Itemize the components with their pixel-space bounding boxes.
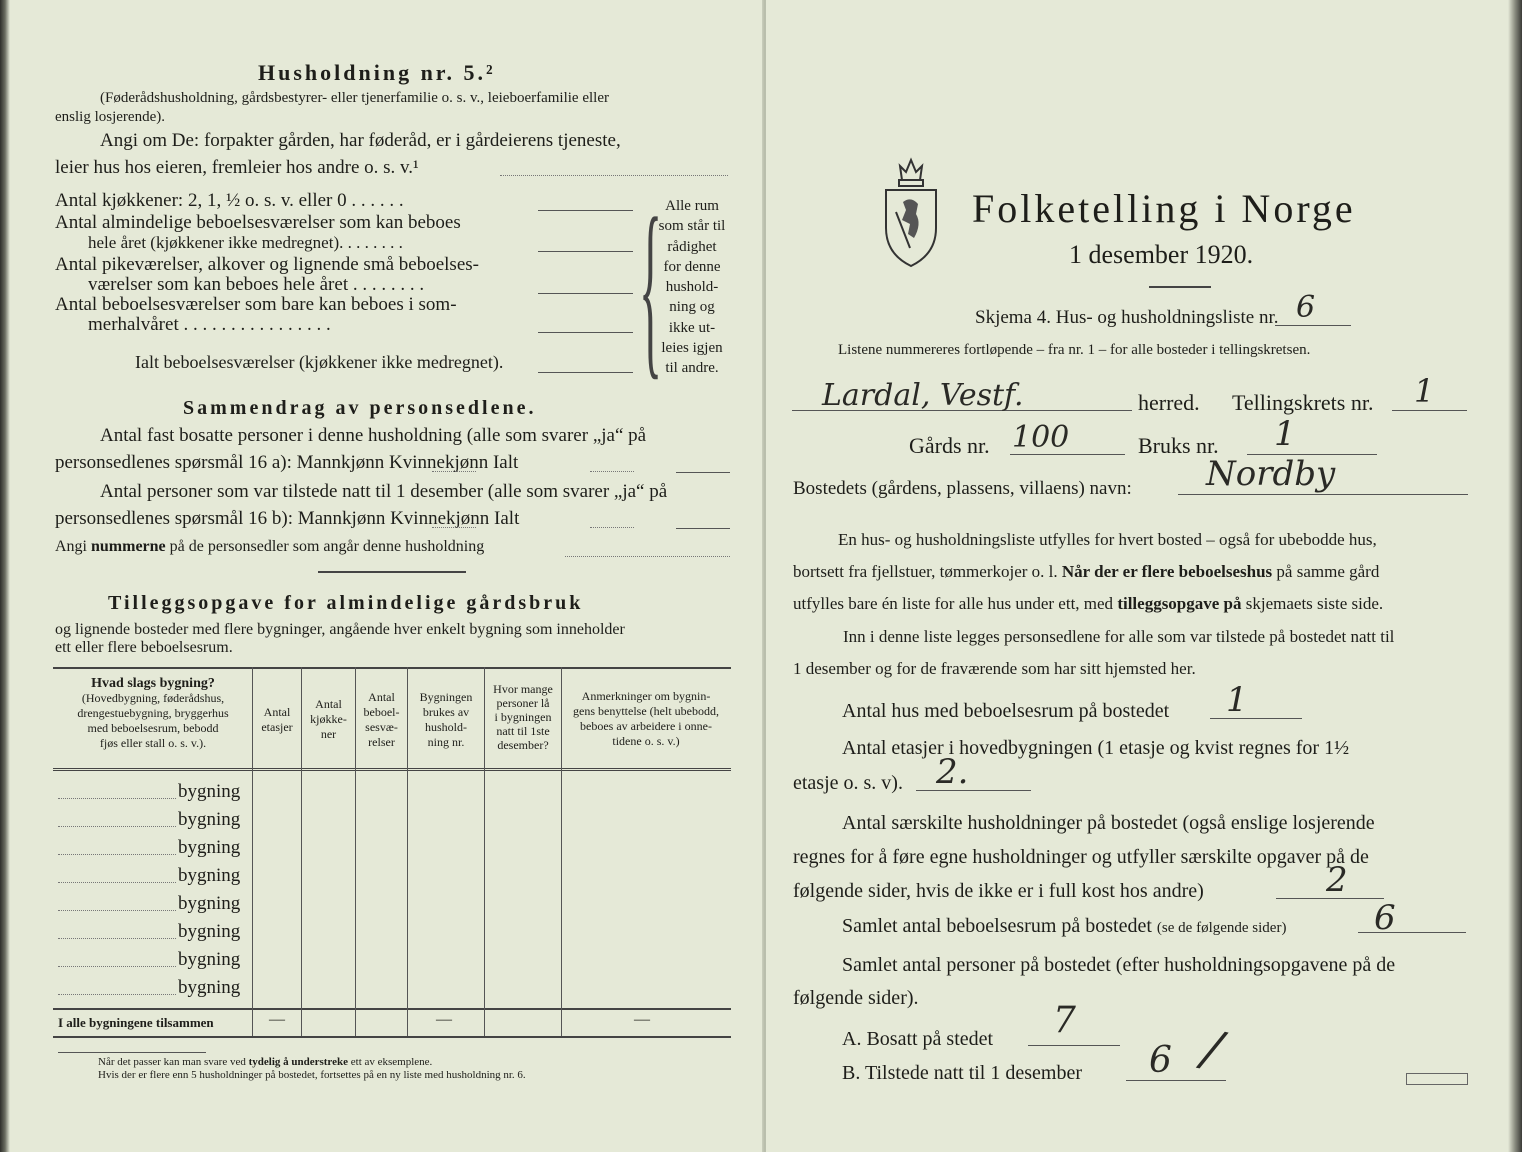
gards-label: Gårds nr. bbox=[909, 433, 990, 458]
household-note-2: enslig losjerende). bbox=[55, 109, 165, 125]
answer-line bbox=[676, 472, 730, 473]
persons-label-1: Samlet antal personer på bostedet (efter husholdningsopgavene på de bbox=[842, 954, 1396, 976]
answer-line bbox=[1392, 410, 1467, 411]
brace-icon: { bbox=[639, 180, 663, 398]
check-mark: / bbox=[1198, 1018, 1227, 1080]
answer-line bbox=[565, 556, 730, 557]
bosted-value: Nordby bbox=[1206, 454, 1336, 494]
answer-line bbox=[1178, 494, 1468, 495]
col-header-remarks: Anmerkninger om bygnin- gens benyttelse (helt ubebodd, beboes av arbeidere i onne- tidene o. s. v.) bbox=[573, 689, 719, 748]
household-question-1: Angi om De: forpakter gården, har føderåd, er i gårdeierens tjeneste, bbox=[100, 130, 621, 151]
col-header-kitchens: Antal kjøkke- ner bbox=[310, 697, 347, 741]
tellingskrets-label: Tellingskrets nr. bbox=[1232, 390, 1374, 415]
col-header-building-type: Hvad slags bygning? (Hovedbygning, føderådshus, drengestuebygning, bryggerhus med beboelsesrum, bebodd fjøs eller stall o. s. v.). bbox=[77, 676, 229, 750]
answer-line bbox=[676, 528, 730, 529]
household-note-1: (Føderådshusholdning, gårdsbestyrer- eller tjenerfamilie o. s. v., leieboerfamilie eller bbox=[100, 90, 609, 106]
supplement-heading: Tilleggsopgave for almindelige gårdsbruk bbox=[108, 592, 584, 614]
total-rooms-label: Samlet antal beboelsesrum på bostedet (se de følgende sider) bbox=[842, 915, 1287, 937]
answer-line bbox=[500, 175, 728, 176]
table-row: bygning bbox=[178, 949, 241, 970]
herred-label: herred. bbox=[1138, 390, 1200, 415]
table-row: bygning bbox=[178, 809, 241, 830]
resident-label: A. Bosatt på stedet bbox=[842, 1028, 994, 1050]
persons-label-2: følgende sider). bbox=[793, 987, 919, 1009]
rooms-line-2: hele året (kjøkkener ikke medregnet). . . . . . . . bbox=[88, 233, 403, 252]
answer-line bbox=[1275, 325, 1351, 326]
answer-line bbox=[1126, 1080, 1226, 1081]
instruction-3: utfylles bare én liste for alle hus under ett, med tilleggsopgave på skjemaets siste side. bbox=[793, 594, 1384, 613]
side-note: Alle rum som står til rådighet for denne hushold- ning og ikke ut- leies igjen til andre. bbox=[658, 198, 726, 377]
instruction-2: bortsett fra fjellstuer, tømmerkojer o. l. Når der er flere beboelseshus på samme gård bbox=[793, 562, 1380, 581]
form-title: Folketelling i Norge bbox=[972, 186, 1356, 231]
summary-a-line-2: personsedlenes spørsmål 16 a): Mannkjønn Kvinnekjønn Ialt bbox=[55, 452, 519, 473]
households-label-3: følgende sider, hvis de ikke er i full kost hos andre) bbox=[793, 880, 1204, 902]
printer-stamp bbox=[1406, 1073, 1468, 1085]
numbers-line: Angi nummerne på de personsedler som angår denne husholdning bbox=[55, 538, 485, 555]
households-label-2: regnes for å føre egne husholdninger og utfyller særskilte opgaver på de bbox=[793, 846, 1369, 868]
table-total-row: I alle bygningene tilsammen bbox=[58, 1015, 214, 1030]
floors-label-2: etasje o. s. v). bbox=[793, 772, 903, 794]
answer-line bbox=[538, 251, 633, 252]
maid-rooms-line-2: værelser som kan beboes hele året . . . . . . . . bbox=[88, 274, 425, 295]
supplement-text-2: ett eller flere beboelsesrum. bbox=[55, 639, 233, 656]
answer-line bbox=[1210, 718, 1302, 719]
answer-line bbox=[916, 790, 1031, 791]
form-date: 1 desember 1920. bbox=[1069, 240, 1254, 269]
schema-label: Skjema 4. Hus- og husholdningsliste nr. bbox=[975, 307, 1279, 328]
table-row: bygning bbox=[178, 977, 241, 998]
summer-rooms-line-2: merhalvåret . . . . . . . . . . . . . . . . bbox=[88, 314, 331, 335]
footnote-1: Når det passer kan man svare ved tydelig å understreke ett av eksemplene. bbox=[98, 1056, 433, 1068]
page-edge bbox=[0, 0, 10, 1152]
divider bbox=[318, 571, 466, 573]
answer-line bbox=[1028, 1045, 1120, 1046]
bruks-value: 1 bbox=[1274, 414, 1296, 454]
total-dash: — bbox=[634, 1011, 650, 1028]
houses-label: Antal hus med beboelsesrum på bostedet bbox=[842, 700, 1170, 722]
summary-b-line-1: Antal personer som var tilstede natt til 1 desember (alle som svarer „ja“ på bbox=[100, 481, 668, 502]
answer-line bbox=[538, 332, 633, 333]
bosted-label: Bostedets (gårdens, plassens, villaens) navn: bbox=[793, 478, 1132, 499]
maid-rooms-line-1: Antal pikeværelser, alkover og lignende små beboelses- bbox=[55, 254, 479, 275]
summary-heading: Sammendrag av personsedlene. bbox=[183, 397, 537, 419]
households-value: 2 bbox=[1326, 860, 1348, 900]
supplement-text-1: og lignende bosteder med flere bygninger, angående hver enkelt bygning som inneholder bbox=[55, 621, 625, 638]
houses-value: 1 bbox=[1226, 680, 1248, 720]
table-row: bygning bbox=[178, 837, 241, 858]
gards-value: 100 bbox=[1012, 420, 1070, 455]
answer-line bbox=[432, 471, 476, 472]
instruction-4: Inn i denne liste legges personsedlene for alle som var tilstede på bostedet natt til bbox=[843, 627, 1395, 646]
summer-rooms-line-1: Antal beboelsesværelser som bare kan beboes i som- bbox=[55, 294, 457, 315]
col-header-persons: Hvor mange personer lå i bygningen natt til 1ste desember? bbox=[493, 682, 553, 752]
instruction-1: En hus- og husholdningsliste utfylles for hvert bosted – også for ubebodde hus, bbox=[838, 530, 1377, 549]
kitchens-line: Antal kjøkkener: 2, 1, ½ o. s. v. eller 0 . . . . . . bbox=[55, 190, 404, 211]
table-row: bygning bbox=[178, 865, 241, 886]
total-rooms-line: Ialt beboelsesværelser (kjøkkener ikke medregnet). bbox=[135, 352, 504, 372]
summary-b-line-2: personsedlenes spørsmål 16 b): Mannkjønn Kvinnekjønn Ialt bbox=[55, 508, 520, 529]
coat-of-arms-icon bbox=[880, 152, 942, 268]
col-header-rooms: Antal beboel- sesvæ- relser bbox=[363, 690, 400, 749]
table-row: bygning bbox=[178, 893, 241, 914]
household-question-2: leier hus hos eieren, fremleier hos andre o. s. v.¹ bbox=[55, 157, 419, 178]
present-label: B. Tilstede natt til 1 desember bbox=[842, 1062, 1082, 1084]
total-dash: — bbox=[436, 1011, 452, 1028]
floors-value: 2. bbox=[936, 752, 969, 792]
answer-line bbox=[538, 293, 633, 294]
bruks-label: Bruks nr. bbox=[1138, 433, 1219, 458]
household-heading: Husholdning nr. 5.² bbox=[258, 60, 496, 85]
total-dash: — bbox=[269, 1011, 285, 1028]
footnote-2: Hvis der er flere enn 5 husholdninger på bostedet, fortsettes på en ny liste med husholdning nr. 6. bbox=[98, 1069, 526, 1081]
numbering-note: Listene nummereres fortløpende – fra nr. 1 – for alle bosteder i tellingskretsen. bbox=[838, 342, 1311, 358]
rooms-line-1: Antal almindelige beboelsesværelser som kan beboes bbox=[55, 212, 461, 233]
right-page bbox=[766, 0, 1522, 1152]
answer-line bbox=[538, 210, 633, 211]
table-row: bygning bbox=[178, 921, 241, 942]
schema-number-value: 6 bbox=[1296, 290, 1316, 325]
tellingskrets-value: 1 bbox=[1414, 372, 1435, 410]
present-value: 6 bbox=[1149, 1040, 1172, 1081]
summary-a-line-1: Antal fast bosatte personer i denne husholdning (alle som svarer „ja“ på bbox=[100, 425, 647, 446]
answer-line bbox=[590, 527, 634, 528]
resident-value: 7 bbox=[1053, 1000, 1076, 1041]
divider bbox=[58, 1052, 206, 1053]
col-header-floors: Antal etasjer bbox=[261, 705, 293, 734]
table-row: bygning bbox=[178, 781, 241, 802]
col-header-household-use: Bygningen brukes av hushold- ning nr. bbox=[419, 690, 473, 749]
municipality-value: Lardal, Vestf. bbox=[822, 378, 1024, 413]
households-label-1: Antal særskilte husholdninger på bostedet (også enslige losjerende bbox=[842, 812, 1375, 834]
instruction-5: 1 desember og for de fraværende som har sitt hjemsted her. bbox=[793, 659, 1196, 678]
answer-line bbox=[590, 471, 634, 472]
answer-line bbox=[538, 372, 633, 373]
total-rooms-value: 6 bbox=[1374, 898, 1396, 938]
floors-label-1: Antal etasjer i hovedbygningen (1 etasje og kvist regnes for 1½ bbox=[842, 737, 1350, 759]
divider bbox=[1149, 286, 1211, 288]
answer-line bbox=[432, 527, 476, 528]
page-edge bbox=[1508, 0, 1522, 1152]
